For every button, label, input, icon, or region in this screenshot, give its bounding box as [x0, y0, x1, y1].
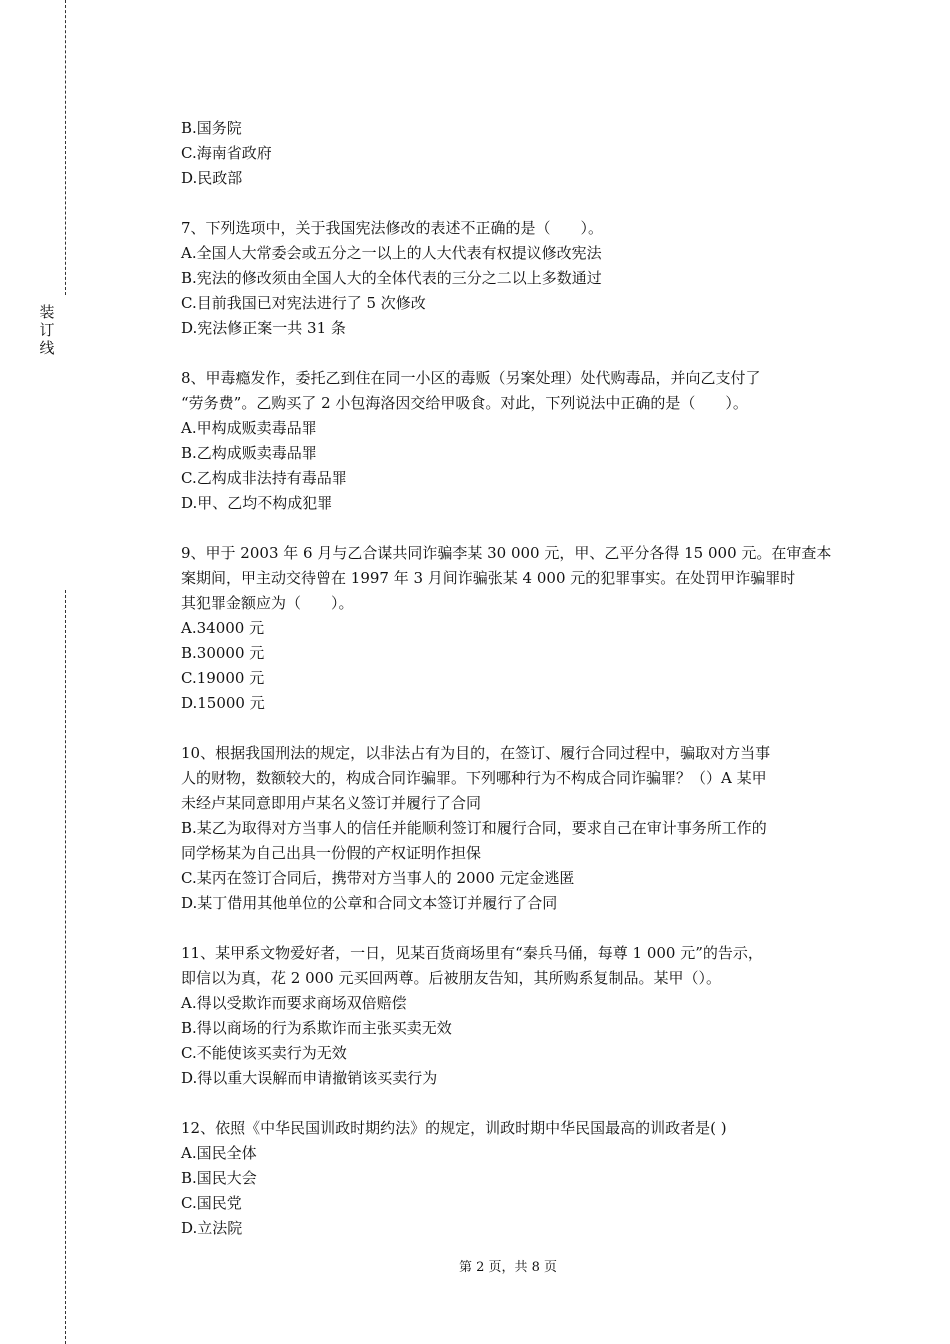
question-stem: 7、下列选项中，关于我国宪法修改的表述不正确的是（ ）。: [181, 219, 604, 237]
option-b: B.得以商场的行为系欺诈而主张买卖无效: [181, 1019, 452, 1037]
option-c: C.目前我国已对宪法进行了 5 次修改: [181, 294, 426, 312]
option-d: D.某丁借用其他单位的公章和合同文本签订并履行了合同: [181, 894, 558, 912]
option-d: D.宪法修正案一共 31 条: [181, 319, 346, 337]
question-stem-line: “劳务费”。乙购买了 2 小包海洛因交给甲吸食。对此，下列说法中正确的是（ ）。: [181, 394, 748, 412]
question-8: [181, 366, 841, 516]
question-stem-line: 案期间，甲主动交待曾在 1997 年 3 月间诈骗张某 4 000 元的犯罪事实。在处罚甲诈骗罪时: [181, 569, 796, 587]
question-stem-line: 11、某甲系文物爱好者，一日，见某百货商场里有“秦兵马俑，每尊 1 000 元”的告示，: [181, 944, 763, 962]
question-stem-line: 9、甲于 2003 年 6 月与乙合谋共同诈骗李某 30 000 元，甲、乙平分各得 15 000 元。在审查本: [181, 544, 832, 562]
option-c: C.某丙在签订合同后，携带对方当事人的 2000 元定金逃匿: [181, 869, 575, 887]
option-d: D.立法院: [181, 1219, 243, 1237]
option-b-line: B.某乙为取得对方当事人的信任并能顺利签订和履行合同，要求自己在审计事务所工作的: [181, 819, 767, 837]
option-c: C.19000 元: [181, 669, 265, 687]
option-b-line: 同学杨某为自己出具一份假的产权证明作担保: [181, 844, 482, 862]
binding-line-top: [65, 0, 66, 295]
question-stem: 12、依照《中华民国训政时期约法》的规定，训政时期中华民国最高的训政者是( ): [181, 1119, 727, 1137]
page-footer: [0, 1258, 950, 1278]
option-c: C.不能使该买卖行为无效: [181, 1044, 347, 1062]
option-d: D.民政部: [181, 169, 243, 187]
binding-label: [37, 303, 57, 357]
option-a: A.全国人大常委会或五分之一以上的人大代表有权提议修改宪法: [181, 244, 602, 262]
binding-line-bottom: [65, 590, 66, 1344]
page-number: 第 2 页，共 8 页: [458, 1260, 558, 1275]
option-b: B.宪法的修改须由全国人大的全体代表的三分之二以上多数通过: [181, 269, 602, 287]
option-c: C.国民党: [181, 1194, 242, 1212]
spacer: [181, 516, 841, 541]
option-d: D.得以重大误解而申请撤销该买卖行为: [181, 1069, 438, 1087]
exam-content: [181, 116, 841, 1241]
spacer: [181, 1091, 841, 1116]
option-c: C.海南省政府: [181, 144, 272, 162]
binding-char: 装: [39, 303, 55, 321]
spacer: [181, 341, 841, 366]
question-stem-line: 10、根据我国刑法的规定，以非法占有为目的，在签订、履行合同过程中，骗取对方当事: [181, 744, 771, 762]
option-d: D.15000 元: [181, 694, 265, 712]
spacer: [181, 191, 841, 216]
question-7: [181, 216, 841, 341]
binding-char: 线: [39, 339, 55, 357]
option-d: D.甲、乙均不构成犯罪: [181, 494, 333, 512]
question-9: [181, 541, 841, 716]
option-a: A.甲构成贩卖毒品罪: [181, 419, 317, 437]
question-11: [181, 941, 841, 1091]
option-a: A.得以受欺诈而要求商场双倍赔偿: [181, 994, 407, 1012]
question-12: [181, 1116, 841, 1241]
question-stem-line: 未经卢某同意即用卢某名义签订并履行了合同: [181, 794, 482, 812]
option-b: B.国务院: [181, 119, 242, 137]
spacer: [181, 716, 841, 741]
option-b: B.乙构成贩卖毒品罪: [181, 444, 317, 462]
option-b: B.国民大会: [181, 1169, 257, 1187]
option-b: B.30000 元: [181, 644, 265, 662]
question-stem-line: 人的财物，数额较大的，构成合同诈骗罪。下列哪种行为不构成合同诈骗罪？（）A 某甲: [181, 769, 767, 787]
question-stem-line: 8、甲毒瘾发作，委托乙到住在同一小区的毒贩（另案处理）处代购毒品，并向乙支付了: [181, 369, 761, 387]
option-c: C.乙构成非法持有毒品罪: [181, 469, 347, 487]
question-stem-line: 其犯罪金额应为（ ）。: [181, 594, 354, 612]
option-a: A.国民全体: [181, 1144, 257, 1162]
option-a: A.34000 元: [181, 619, 265, 637]
question-10: [181, 741, 841, 916]
binding-char: 订: [39, 321, 55, 339]
question-stem-line: 即信以为真，花 2 000 元买回两尊。后被朋友告知，其所购系复制品。某甲（）。: [181, 969, 721, 987]
spacer: [181, 916, 841, 941]
question-6-tail: [181, 116, 841, 191]
